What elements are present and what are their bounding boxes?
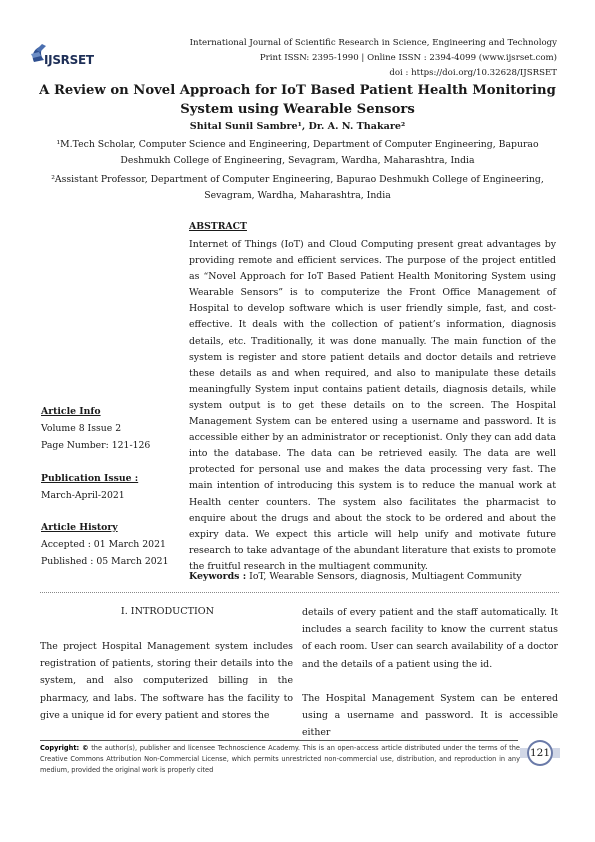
publication-issue xyxy=(41,470,138,504)
keywords xyxy=(189,571,559,582)
copyright-notice xyxy=(40,743,520,777)
abstract-heading: ABSTRACT xyxy=(189,221,247,232)
page-number: 121 xyxy=(527,740,553,766)
publication-issue-value: March-April-2021 xyxy=(41,490,125,501)
article-info-label: Article Info xyxy=(41,406,101,417)
intro-column-1: The project Hospital Management system includes registration of patients, storing their details into the system, and also computerized billing in the pharmacy, and labs. The software has the facility to give a unique id for every patient and stores the xyxy=(40,641,293,721)
journal-name: International Journal of Scientific Research in Science, Engineering and Technology xyxy=(189,38,557,48)
article-volume: Volume 8 Issue 2 xyxy=(41,423,122,434)
keywords-label: Keywords : xyxy=(189,571,247,582)
intro-paragraph-2a: details of every patient and the staff automatically. It includes a search facility to know the current status of each room. User can search availability of a doctor and the details of a patient using the id. xyxy=(302,607,558,670)
journal-doi: doi : https://doi.org/10.32628/IJSRSET xyxy=(389,68,557,78)
article-history xyxy=(41,519,169,570)
journal-issn: Print ISSN: 2395-1990 | Online ISSN : 2394-4099 (www.ijsrset.com) xyxy=(259,53,557,63)
paper-title: A Review on Novel Approach for IoT Based Patient Health Monitoring System using Wearable Sensors xyxy=(39,83,556,117)
article-info xyxy=(41,403,150,454)
section-divider xyxy=(40,592,559,593)
logo-text: IJSRSET xyxy=(44,53,94,67)
abstract-text: Internet of Things (IoT) and Cloud Computing present great advantages by providing remote and efficient services. The purpose of the project entitled as “Novel Approach for IoT Based Patient Health Monitoring System using Wearable Sensors” is to computerize the Front Office Management of Hospital to develop software which is user friendly simple, fast, and cost-effective. It deals with the collection of patient’s information, diagnosis details, etc. Traditionally, it was done manually. The main function of the system is register and store patient details and doctor details and retrieve these details as and when required, and also to manipulate these details meaningfully System input contains patient details, diagnosis details, while system output is to get these details on to the screen. The Hospital Management System can be entered using a username and password. It is accessible either by an administrator or receptionist. Only they can add data into the database. The data can be retrieved easily. The data are well protected for personal use and makes the data processing very fast. The main intention of introducing this system is to reduce the manual work at Health center counters. The system also facilitates the pharmacist to enquire about the drugs and about the stock to be ordered and about the expiry data. We expect this article will help unify and motivate future research to take advantage of the abundant literature that exists to promote the fruitful research in the multiagent community. xyxy=(189,239,556,572)
affiliation-1: ¹M.Tech Scholar, Computer Science and Engineering, Department of Computer Engineering, Bapurao Deshmukh College of Engineering, Sevagram, Wardha, Maharashtra, India xyxy=(56,139,539,166)
article-pages: Page Number: 121-126 xyxy=(41,440,151,451)
paper-authors: Shital Sunil Sambre¹, Dr. A. N. Thakare² xyxy=(189,121,406,132)
keywords-list: IoT, Wearable Sensors, diagnosis, Multiagent Community xyxy=(246,571,522,582)
section-heading-introduction: I. INTRODUCTION xyxy=(120,606,215,617)
footer-rule xyxy=(40,740,518,741)
journal-logo xyxy=(28,40,123,74)
intro-column-2 xyxy=(302,604,558,741)
article-history-label: Article History xyxy=(41,522,118,533)
publication-issue-label: Publication Issue : xyxy=(41,473,139,484)
affiliation-2: ²Assistant Professor, Department of Computer Engineering, Bapurao Deshmukh College of Engineering, Sevagram, Wardha, Maharashtra, India xyxy=(51,174,544,201)
accepted-date: Accepted : 01 March 2021 xyxy=(41,539,166,550)
published-date: Published : 05 March 2021 xyxy=(41,556,169,567)
intro-paragraph-2b: The Hospital Management System can be entered using a username and password. It is accessible either xyxy=(302,692,558,739)
copyright-text: the author(s), publisher and licensee Technoscience Academy. This is an open-access article distributed under the terms of the Creative Commons Attribution Non-Commercial License, which permits unrestricted non-commercial use, distribution, and reproduction in any medium, provided the original work is properly cited xyxy=(40,744,520,775)
copyright-label: Copyright: © xyxy=(40,744,89,752)
